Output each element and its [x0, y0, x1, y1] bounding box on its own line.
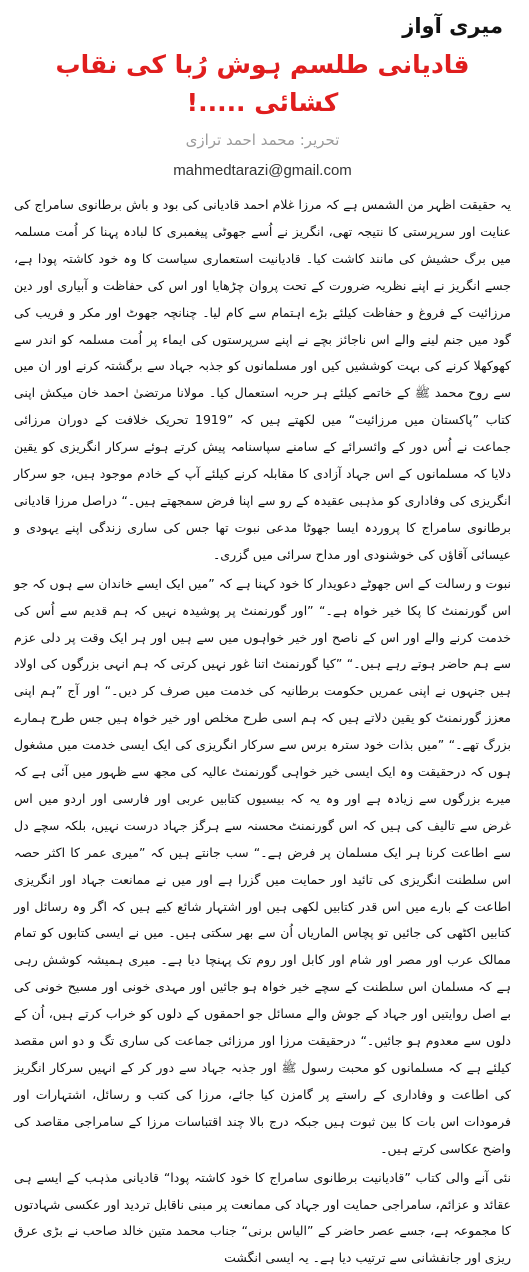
article-paragraph: نئی آنے والی کتاب ”قادیانیت برطانوی سامراج کا خود کاشتہ پودا“ قادیانی مذہب کے ایسے ہی عقائد و عزائم، سامراجی حمایت اور جہاد کی ممانعت پر مبنی ناقابل تردید اور عکسی شہادتوں کا مجموعہ ہے، جسے عصر حاضر کے ”الیاس برنی“ جناب محمد متین خالد صاحب نے بڑی عرق ریزی اور جانفشانی سے ترتیب دیا ہے۔ یہ ایسی انگشت — [14, 1169, 511, 1266]
article-byline: تحریر: محمد احمد ترازی — [185, 131, 340, 149]
article-body — [14, 192, 511, 1272]
author-email: mahmedtarazi@gmail.com — [173, 162, 352, 179]
column-label: میری آواز — [402, 14, 503, 38]
article-paragraph: یہ حقیقت اظہر من الشمس ہے کہ مرزا غلام احمد قادیانی کی بود و باش برطانوی سامراج کی عنایت اور سرپرستی کا نتیجہ تھی، انگریز نے اُسے جھوٹی پیغمبری کا لبادہ پہنا کر اُمت مسلمہ میں برگ حشیش کی مانند کاشت کیا۔ قادیانیت استعماری سیاست کا وہ خود کاشتہ پودا ہے، جسے انگریز نے اپنے نظریہ ضرورت کے تحت پروان چڑھایا اور اس کی حفاظت و آبیاری اور دین مرزائیت کے فروغ و حفاظت کیلئے بڑے اہتمام سے کام لیا۔ چنانچہ جھوٹ اور مکر و فریب کی گود میں جنم لینے والے اس ناجائز بچے نے اپنے سرپرستوں کی ایماء پر اُمت مسلمہ کو اندر سے کھوکھلا کرنے کی بہت کوششیں کیں اور مسلمانوں کو جذبہ جہاد سے برگشتہ کرنے اور ان میں سے روح محمد ﷺ کے خاتمے کیلئے ہر حربہ استعمال کیا۔ مولانا مرتضیٰ احمد خان میکش اپنی کتاب ”پاکستان میں مرزائیت“ میں لکھتے ہیں کہ ”1919 تحریک خلافت کے دوران مرزائی جماعت نے اُس دور کے وائسرائے کے سامنے سپاسنامہ پیش کرتے ہوئے سرکار انگریزی کو یقین دلایا کہ مسلمانوں کے اس جہاد آزادی کا مقابلہ کرنے کیلئے آپ کے خادم موجود ہیں، جو سرکار انگریزی کی وفاداری کو مذہبی عقیدہ کے رو سے اپنا فرض سمجھتے ہیں۔“ دراصل مرزا قادیانی برطانوی سامراج کا پروردہ ایسا جھوٹا مدعی نبوت تھا جس کی ساری زندگی اپنے یہودی و عیسائی آقاؤں کی خوشنودی اور مداح سرائی میں گزری۔ — [14, 197, 511, 562]
article-paragraph: نبوت و رسالت کے اس جھوٹے دعویدار کا خود کہنا ہے کہ ”میں ایک ایسے خاندان سے ہوں کہ جو اس گورنمنٹ کا پکا خیر خواہ ہے۔“ ”اور گورنمنٹ پر پوشیدہ نہیں کہ ہم قدیم سے اُس کی خدمت کرنے والے اور اس کے ناصح اور خیر خواہوں میں سے ہیں اور ہر ایک وقت پر دلی عزم سے ہم حاضر ہوتے رہے ہیں۔“ ”کیا گورنمنٹ اتنا غور نہیں کرتی کہ ہم انہی بزرگوں کی اولاد ہیں جنہوں نے اپنی عمریں حکومت برطانیہ کی خدمت میں صرف کر دیں۔“ اور آج ”ہم اپنی معزز گورنمنٹ کو یقین دلاتے ہیں کہ ہم اسی طرح مخلص اور خیر خواہ ہیں جس طرح ہمارے بزرگ تھے۔“ ”میں بذات خود سترہ برس سے سرکار انگریزی کی ایک ایسی خدمت میں مشغول ہوں کہ درحقیقت وہ ایک ایسی خیر خواہی گورنمنٹ عالیہ کی مجھ سے ظہور میں آئی ہے کہ میرے بزرگوں سے زیادہ ہے اور وہ یہ کہ بیسیوں کتابیں عربی اور فارسی اور اردو میں اس غرض سے تالیف کی ہیں کہ اس گورنمنٹ محسنہ سے ہرگز جہاد درست نہیں، بلکہ سچے دل سے اطاعت کرنا ہر ایک مسلمان پر فرض ہے۔“ سب جانتے ہیں کہ ”میری عمر کا اکثر حصہ اس سلطنت انگریزی کی تائید اور حمایت میں گزرا ہے اور میں نے ممانعت جہاد اور انگریزی اطاعت کے بارے میں اس قدر کتابیں لکھی ہیں اور اشتہار شائع کیے ہیں کہ اگر وہ رسائل اور کتابیں اکٹھی کی جائیں تو پچاس الماریاں اُن سے بھر سکتی ہیں۔ میں نے ایسی کتابوں کو تمام ممالک عرب اور مصر اور شام اور کابل اور روم تک پہنچا دیا ہے۔ میری ہمیشہ کوشش رہی ہے کہ مسلمان اس سلطنت کے سچے خیر خواہ ہو جائیں اور مہدی خونی اور مسیح خونی کی بے اصل روایتیں اور جہاد کے جوش والے مسائل جو احمقوں کے دلوں کو خراب کرتے ہیں، اُن کے دلوں سے معدوم ہو جائیں۔“ درحقیقت مرزا اور مرزائی جماعت کی ساری تگ و دو اس مقصد کیلئے ہے کہ مسلمانوں کو محبت رسول ﷺ اور جذبہ جہاد سے دور کر کے انہیں سرکار انگریز کی اطاعت و وفاداری کے راستے پر گامزن کیا جائے، مرزا کی کتب و رسائل، اشتہارات اور فرمودات اس بات کا بین ثبوت ہیں جبکہ درج بالا چند اقتباسات مرزا کے سامراجی مقاصد کی واضح عکاسی کرتے ہیں۔ — [14, 575, 511, 1156]
article-headline: قادیانی طلسم ہوش رُبا کی نقاب کشائی .....! — [55, 50, 470, 117]
